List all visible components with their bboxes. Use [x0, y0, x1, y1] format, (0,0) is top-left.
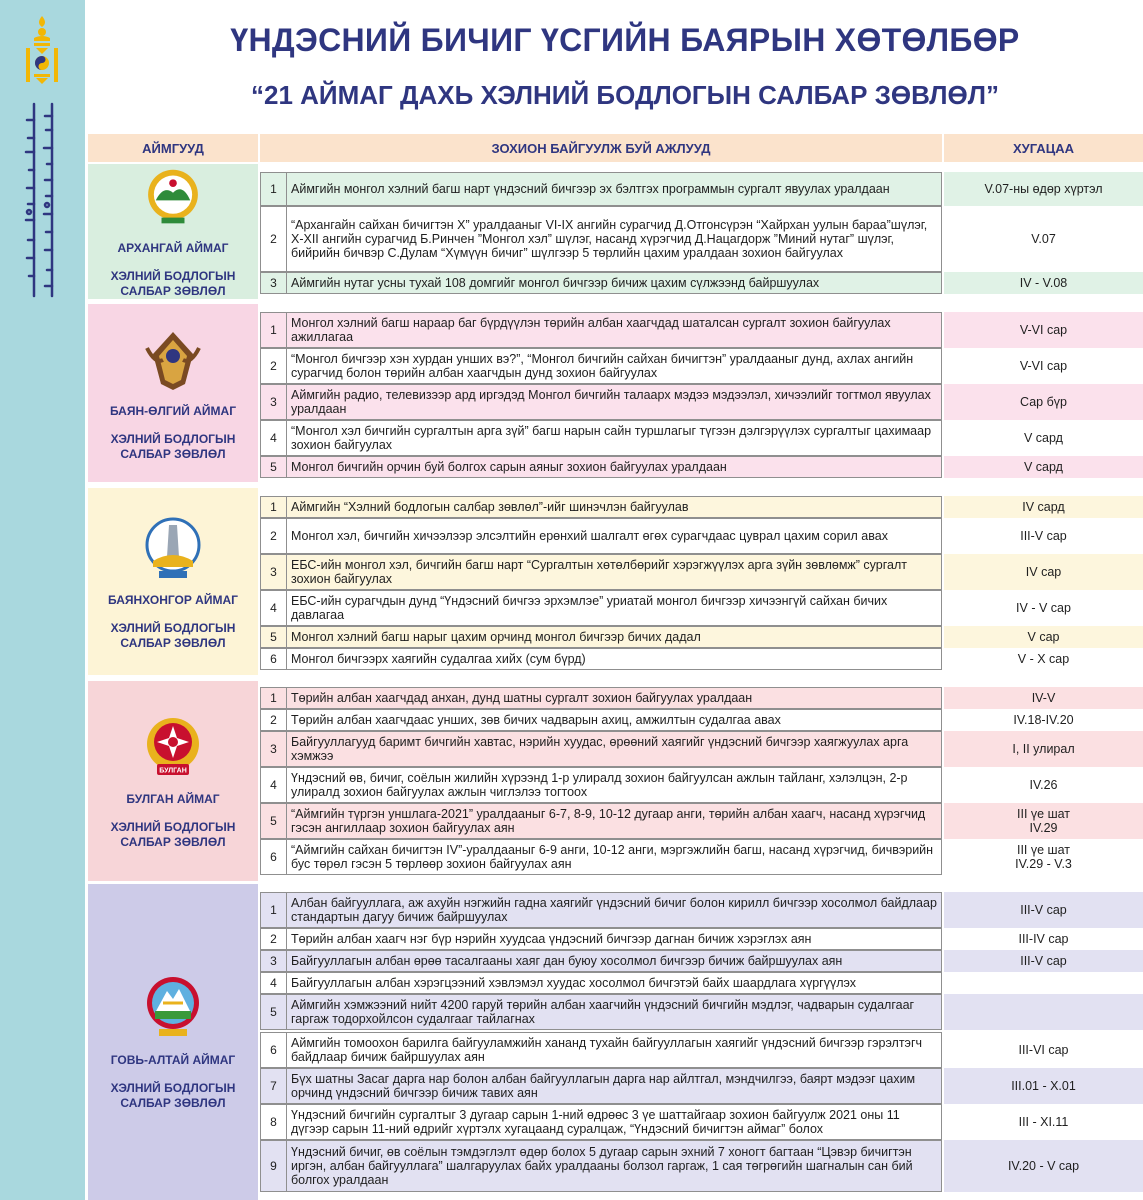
section-bayan-ulgii [88, 304, 1143, 482]
table-row [260, 518, 1143, 554]
table-row [260, 839, 1143, 875]
row-number: 5 [260, 803, 286, 839]
activity-text: Үндэсний өв, бичиг, соёлын жилийн хүрээнд 1-р улиралд зохион байгуулсан ажлын тайланг, хэлэлцэн, 2-р улиралд зохион байгуулах ажлын чиглэлээ тогтоох [286, 767, 942, 803]
deadline-text: V сард [1024, 431, 1063, 445]
table-row [260, 590, 1143, 626]
row-number: 4 [260, 767, 286, 803]
table-row [260, 206, 1143, 272]
bayankhongor-emblem-icon [143, 513, 203, 583]
table-row [260, 1104, 1143, 1140]
activity-text: Албан байгууллага, аж ахуйн нэгжийн гадна хаягийг үндэсний бичиг болон кирилл бичгээр хосолмол байдлаар стандартын дагуу бичиж байршуулах [286, 892, 942, 928]
table-row [260, 312, 1143, 348]
table-row [260, 1068, 1143, 1104]
section-arkhangai [88, 164, 1143, 299]
table-row [260, 950, 1143, 972]
row-number: 4 [260, 420, 286, 456]
deadline-text: IV-V [944, 687, 1143, 709]
deadline-text: III - XI.11 [1018, 1115, 1069, 1129]
deadline-text: III-V сар [944, 950, 1143, 972]
activity-text: Монгол хэлний багш нараар баг бүрдүүлэн төрийн албан хаагчдад шаталсан сургалт зохион байгуулах ажиллагаа [286, 312, 942, 348]
row-number: 1 [260, 312, 286, 348]
row-number: 2 [260, 518, 286, 554]
row-number: 6 [260, 1032, 286, 1068]
row-number: 4 [260, 590, 286, 626]
row-number: 8 [260, 1104, 286, 1140]
deadline-text: IV сард [944, 496, 1143, 518]
deadline-text: III-V сар [944, 892, 1143, 928]
deadline-text: III-VI сар [1018, 1043, 1069, 1057]
row-number: 9 [260, 1140, 286, 1192]
table-row [260, 928, 1143, 950]
deadline-text: V сар [944, 626, 1143, 648]
bulgan-logo-text: БУЛГАН [159, 767, 187, 775]
activity-text: Аймгийн монгол хэлний багш нарт үндэсний бичгээр эх бэлтгэх программын сургалт явуулах уралдаан [286, 172, 942, 206]
aimag-cell [88, 164, 258, 299]
activity-text: “Аймгийн түргэн уншлага-2021” уралдааныг 6-7, 8-9, 10-12 дугаар анги, төрийн албан хаагч, насанд хүрэгчид гэсэн ангиллаар зохион байгуулах аян [286, 803, 942, 839]
deadline-text [944, 972, 1143, 994]
council-name: ХЭЛНИЙ БОДЛОГЫН САЛБАР ЗӨВЛӨЛ [110, 1081, 236, 1110]
deadline-text: V - X сар [1017, 652, 1070, 666]
activity-text: Аймгийн хэмжээний нийт 4200 гаруй төрийн албан хаагчийн үндэсний бичгийн мэдлэг, чадварын судалгааг гаргаж тодорхойлсон судалгааг тайлагнах [286, 994, 942, 1030]
row-number: 4 [260, 972, 286, 994]
row-number: 3 [260, 731, 286, 767]
activity-text: Аймгийн “Хэлний бодлогын салбар зөвлөл”-ийг шинэчлэн байгуулав [286, 496, 942, 518]
deadline-text: III-V сар [1020, 529, 1067, 543]
column-header-aimag: АЙМГУУД [88, 134, 258, 162]
activity-text: Байгууллагын албан өрөө тасалгааны хаяг дан буюу хосолмол бичгээр бичиж байршуулах аян [286, 950, 942, 972]
activity-text: Монгол бичгийн орчин буй болгох сарын аяныг зохион байгуулах уралдаан [286, 456, 942, 478]
deadline-text: V.07 [944, 206, 1143, 272]
column-header-activities: ЗОХИОН БАЙГУУЛЖ БУЙ АЖЛУУД [260, 134, 942, 162]
table-row [260, 648, 1143, 670]
aimag-name: БУЛГАН АЙМАГ [126, 792, 220, 806]
soyombo-emblem-icon [22, 14, 62, 86]
row-number: 5 [260, 994, 286, 1030]
activity-text: “Монгол бичгээр хэн хурдан унших вэ?”, “Монгол бичгийн сайхан бичигтэн” уралдааныг дунд, ахлах ангийн сурагчид болон төрийн албан хаагчдын дунд зохион байгуулах [286, 348, 942, 384]
row-number: 3 [260, 950, 286, 972]
table-row [260, 172, 1143, 206]
table-row [260, 456, 1143, 478]
mongol-script-motto [18, 100, 68, 300]
deadline-text: Сар бүр [944, 384, 1143, 420]
table-row [260, 1032, 1143, 1068]
deadline-text: V-VI сар [1019, 359, 1068, 373]
table-row [260, 731, 1143, 767]
council-name: ХЭЛНИЙ БОДЛОГЫН САЛБАР ЗӨВЛӨЛ [110, 432, 236, 461]
govi-altai-emblem-icon [143, 973, 203, 1043]
activity-text: Үндэсний бичгийн сургалтыг 3 дугаар сарын 1-ний өдрөөс 3 үе шаттайгаар зохион байгуулж 2021 оны 11 дүгээр сарын 11-ний өдрийг хүртэлх хугацаанд суралцаж, “Үндэсний бичигтэн аймаг” болох [286, 1104, 942, 1140]
table-row [260, 687, 1143, 709]
table-row [260, 803, 1143, 839]
deadline-text: III үе шат IV.29 - V.3 [1015, 843, 1072, 871]
aimag-name: БАЯН-ӨЛГИЙ АЙМАГ [109, 404, 237, 418]
row-number: 6 [260, 648, 286, 670]
section-bayankhongor [88, 488, 1143, 675]
row-number: 1 [260, 172, 286, 206]
deadline-text: III-IV сар [1018, 932, 1069, 946]
aimag-cell [88, 304, 258, 482]
activity-text: Аймгийн томоохон барилга байгууламжийн хананд тухайн байгууллагын хаягийг үндэсний бичгээр гэрэлтэгч байдлаар бичиж байршуулах аян [286, 1032, 942, 1068]
row-number: 5 [260, 626, 286, 648]
row-number: 6 [260, 839, 286, 875]
row-number: 3 [260, 272, 286, 294]
deadline-text: IV - V.08 [944, 272, 1143, 294]
table-row [260, 972, 1143, 994]
activity-text: Аймгийн нутаг усны тухай 108 домгийг монгол бичгээр бичиж цахим сүлжээнд байршуулах [286, 272, 942, 294]
aimag-name: БАЯНХОНГОР АЙМАГ [108, 592, 238, 607]
table-row [260, 1140, 1143, 1192]
column-header-deadline: ХУГАЦАА [944, 134, 1143, 162]
table-row [260, 709, 1143, 731]
council-name: ХЭЛНИЙ БОДЛОГЫН САЛБАР ЗӨВЛӨЛ [110, 820, 236, 849]
activity-text: Төрийн албан хаагчдад анхан, дунд шатны сургалт зохион байгуулах уралдаан [286, 687, 942, 709]
activity-text: Төрийн албан хаагч нэг бүр нэрийн хуудсаа үндэсний бичгээр дагнан бичиж хэрэглэх аян [286, 928, 942, 950]
activity-text: Бүх шатны Засаг дарга нар болон албан байгууллагын дарга нар айлтгал, мэндчилгээ, баярт мэдээг цахим орчинд үндэсний бичгээр бичиж тавих аян [286, 1068, 942, 1104]
row-number: 5 [260, 456, 286, 478]
row-number: 3 [260, 554, 286, 590]
table-row [260, 384, 1143, 420]
deadline-text: V.07-ны өдөр хүртэл [944, 172, 1143, 206]
activity-text: “Архангайн сайхан бичигтэн Х” уралдааныг VI-IX ангийн сурагчид Д.Отгонсүрэн “Хайрхан уулын бараа”шүлэг, X-XII ангийн сурагчид Б.Ринчен ”Монгол хэл” шүлэг, насанд хүрэгчид Д.Нацагдорж ”Миний нутаг” шүлэг, бийрийн бичвэр С.Дулам “Хүмүүн бичиг” шүлгээр 5 төрлийн цахим уралдаан зохион байгуулах [286, 206, 942, 272]
table-row [260, 892, 1143, 928]
deadline-text: I, II улирал [944, 731, 1143, 767]
deadline-text: V сард [944, 456, 1143, 478]
table-row [260, 767, 1143, 803]
activity-text: ЕБС-ийн монгол хэл, бичгийн багш нарт “Сургалтын хөтөлбөрийг хэрэгжүүлэх арга зүйн зөвлөмж” сургалт зохион байгуулах [286, 554, 942, 590]
row-number: 1 [260, 496, 286, 518]
table-row [260, 496, 1143, 518]
council-name: ХЭЛНИЙ БОДЛОГЫН САЛБАР ЗӨВЛӨЛ [110, 620, 236, 650]
activity-text: Монгол хэл, бичгийн хичээлээр элсэлтийн ерөнхий шалгалт өгөх сурагчдаас цуврал цахим сорил авах [286, 518, 942, 554]
deadline-text: IV сар [944, 554, 1143, 590]
activity-text: Монгол хэлний багш нарыг цахим орчинд монгол бичгээр бичих дадал [286, 626, 942, 648]
row-number: 7 [260, 1068, 286, 1104]
row-number: 2 [260, 928, 286, 950]
table-row [260, 420, 1143, 456]
table-row [260, 626, 1143, 648]
table-row [260, 994, 1143, 1030]
activity-text: Аймгийн радио, телевизээр ард иргэдэд Монгол бичгийн талаарх мэдээ мэдээлэл, хичээлийг тогтмол явуулах уралдаан [286, 384, 942, 420]
page-title: ҮНДЭСНИЙ БИЧИГ ҮСГИЙН БАЯРЫН ХӨТӨЛБӨР [230, 22, 1020, 58]
table-row [260, 348, 1143, 384]
row-number: 1 [260, 892, 286, 928]
table-row [260, 272, 1143, 294]
aimag-name: АРХАНГАЙ АЙМАГ [117, 241, 229, 255]
aimag-cell [88, 681, 258, 881]
council-name: ХЭЛНИЙ БОДЛОГЫН САЛБАР ЗӨВЛӨЛ [110, 269, 236, 298]
row-number: 2 [260, 709, 286, 731]
deadline-text [944, 994, 1143, 1030]
row-number: 3 [260, 384, 286, 420]
activity-text: Байгууллагууд баримт бичгийн хавтас, нэрийн хуудас, өрөөний хаягийг үндэсний бичгээр хаягжуулах арга хэмжээ [286, 731, 942, 767]
activity-text: Байгууллагын албан хэрэгцээний хэвлэмэл хуудас хосолмол бичгэтэй байх шаардлага хүргүүлэх [286, 972, 942, 994]
activity-text: Үндэсний бичиг, өв соёлын тэмдэглэлт өдөр болох 5 дугаар сарын эхний 7 хоногт багтаан “Цэвэр бичигтэн иргэн, албан байгууллага” шалгаруулах байх уралдааны болзол гаргаж, 1 сая төгрөгийн шагналын сан бий болгох уралдаан [286, 1140, 942, 1192]
aimag-cell [88, 884, 258, 1200]
aimag-cell [88, 488, 258, 675]
bayan-ulgii-emblem-icon [143, 324, 203, 394]
deadline-text: III.01 - X.01 [944, 1068, 1143, 1104]
row-number: 2 [260, 348, 286, 384]
bulgan-emblem-icon [143, 712, 203, 782]
row-number: 2 [260, 206, 286, 272]
arkhangai-emblem-icon [143, 164, 203, 231]
activity-text: “Аймгийн сайхан бичигтэн IV”-уралдааныг 6-9 анги, 10-12 анги, мэргэжлийн багш, насанд хүрэгчид, бичвэрийн бус төрөл гэсэн 5 төрлөөр зохион байгуулах аян [286, 839, 942, 875]
section-govi-altai [88, 884, 1143, 1200]
activity-text: “Монгол хэл бичгийн сургалтын арга зүй” багш нарын сайн туршлагыг түгээн дэлгэрүүлэх сургалтыг цахимаар зохион байгуулах [286, 420, 942, 456]
deadline-text: IV.26 [1029, 778, 1058, 792]
table-row [260, 554, 1143, 590]
activity-text: ЕБС-ийн сурагчдын дунд “Үндэсний бичгээ эрхэмлэе” уриатай монгол бичгээр хичээнгүй сайхан бичих давлагаа [286, 590, 942, 626]
deadline-text: IV.18-IV.20 [1013, 713, 1074, 727]
activity-text: Монгол бичгээрх хаягийн судалгаа хийх (сум бүрд) [286, 648, 942, 670]
deadline-text: IV - V сар [1016, 601, 1071, 615]
aimag-name: ГОВЬ-АЛТАЙ АЙМАГ [110, 1053, 236, 1067]
deadline-text: IV.20 - V сар [944, 1140, 1143, 1192]
section-bulgan [88, 681, 1143, 881]
row-number: 1 [260, 687, 286, 709]
activity-text: Төрийн албан хаагчдаас унших, зөв бичих чадварын ахиц, амжилтын судалгаа авах [286, 709, 942, 731]
page-subtitle: “21 АЙМАГ ДАХЬ ХЭЛНИЙ БОДЛОГЫН САЛБАР ЗӨВЛӨЛ” [251, 80, 999, 110]
deadline-text: V-VI сар [944, 312, 1143, 348]
deadline-text: III үе шат IV.29 [944, 803, 1143, 839]
